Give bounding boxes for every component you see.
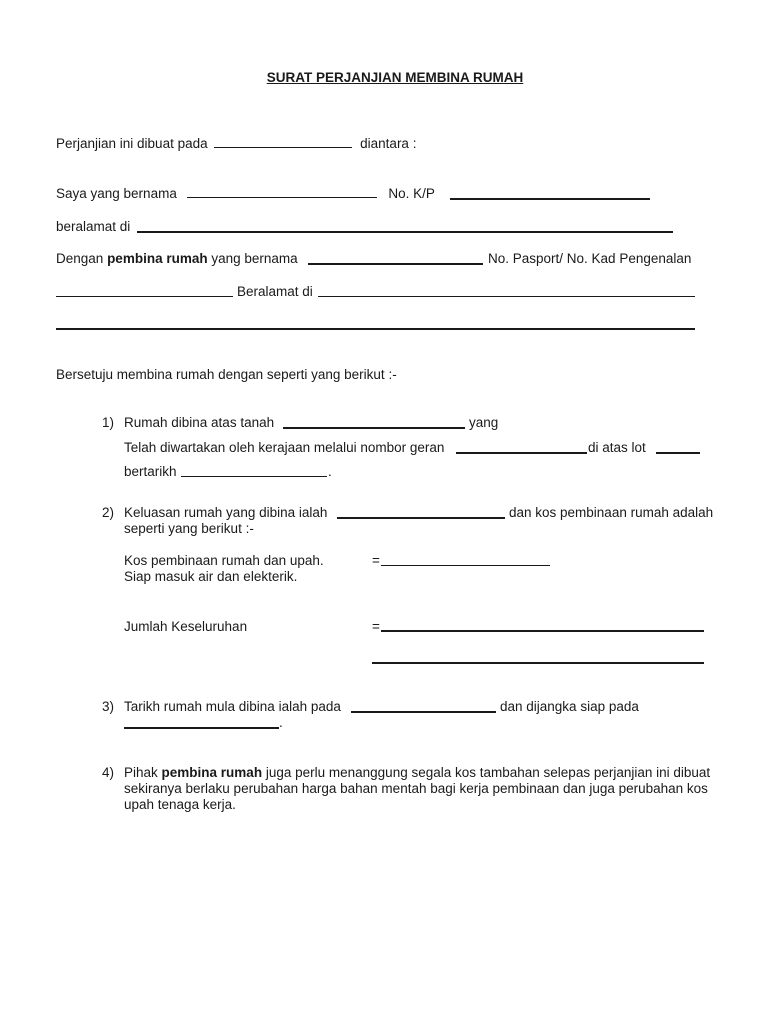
builder-id-blank[interactable] bbox=[56, 296, 233, 297]
owner-address-blank[interactable] bbox=[137, 231, 673, 233]
item2-cost-blank[interactable] bbox=[381, 565, 550, 566]
owner-name-blank[interactable] bbox=[187, 197, 377, 198]
owner-address-label: beralamat di bbox=[56, 219, 131, 234]
item1-lot-label: di atas lot bbox=[588, 440, 646, 455]
item1-lot-blank[interactable] bbox=[656, 452, 700, 454]
item1-number: 1) bbox=[102, 415, 115, 430]
item2-utility-label: Siap masuk air dan elekterik. bbox=[124, 569, 298, 584]
owner-name-line bbox=[56, 186, 435, 202]
document-title: SURAT PERJANJIAN MEMBINA RUMAH bbox=[266, 70, 524, 85]
builder-name-line bbox=[56, 251, 298, 267]
item4-text-3: upah tenaga kerja. bbox=[124, 797, 236, 812]
item2-area-label: Keluasan rumah yang dibina ialah bbox=[124, 505, 328, 520]
item3-start-label: Tarikh rumah mula dibina ialah pada bbox=[124, 699, 341, 714]
builder-id-label: No. Pasport/ No. Kad Pengenalan bbox=[488, 251, 692, 266]
item2-total-blank-2[interactable] bbox=[372, 662, 704, 664]
intro-text: Bersetuju membina rumah dengan seperti yang berikut :- bbox=[56, 367, 397, 382]
item2-cost-equals: = bbox=[372, 553, 380, 568]
item2-area-blank[interactable] bbox=[337, 517, 505, 519]
builder-address-blank[interactable] bbox=[318, 296, 695, 297]
item3-finish-label: dan dijangka siap pada bbox=[500, 699, 639, 714]
item1-land-label: Rumah dibina atas tanah bbox=[124, 415, 275, 430]
item4-number: 4) bbox=[102, 765, 115, 780]
item2-cost-label: Kos pembinaan rumah dan upah. bbox=[124, 553, 324, 568]
item1-geran-blank[interactable] bbox=[456, 452, 587, 454]
builder-name-blank[interactable] bbox=[308, 263, 483, 265]
item4-line1 bbox=[124, 765, 710, 781]
item2-cost-intro-2: seperti yang berikut :- bbox=[124, 521, 254, 536]
agreement-date-label: Perjanjian ini dibuat pada bbox=[56, 136, 208, 151]
owner-kp-label: No. K/P bbox=[388, 186, 435, 201]
item3-finish-blank[interactable] bbox=[124, 727, 279, 729]
builder-address-blank-2[interactable] bbox=[56, 328, 695, 330]
builder-address-label: Beralamat di bbox=[237, 284, 313, 299]
item3-number: 3) bbox=[102, 699, 115, 714]
item1-date-blank[interactable] bbox=[181, 476, 327, 477]
item2-total-equals: = bbox=[372, 619, 380, 634]
item3-start-blank[interactable] bbox=[351, 711, 496, 713]
item1-land-blank[interactable] bbox=[283, 427, 465, 429]
item2-total-label: Jumlah Keseluruhan bbox=[124, 619, 248, 634]
item2-total-blank[interactable] bbox=[381, 630, 704, 632]
builder-name-label: yang bernama bbox=[211, 251, 298, 266]
item1-yang-label: yang bbox=[469, 415, 499, 430]
agreement-date-blank[interactable] bbox=[214, 147, 352, 148]
item1-period: . bbox=[328, 464, 332, 479]
item3-period: . bbox=[279, 715, 283, 730]
builder-bold-label: pembina rumah bbox=[107, 251, 208, 266]
item4-text-2: sekiranya berlaku perubahan harga bahan mentah bagi kerja pembinaan dan juga perubahan kos bbox=[124, 781, 708, 796]
owner-name-label: Saya yang bernama bbox=[56, 186, 177, 201]
item4-prefix: Pihak bbox=[124, 765, 158, 780]
agreement-date-line bbox=[56, 136, 416, 152]
item2-number: 2) bbox=[102, 505, 115, 520]
owner-kp-blank[interactable] bbox=[450, 198, 650, 200]
item2-cost-intro: dan kos pembinaan rumah adalah bbox=[509, 505, 714, 520]
item1-date-label: bertarikh bbox=[124, 464, 177, 479]
dengan-label: Dengan bbox=[56, 251, 104, 266]
item4-builder-bold: pembina rumah bbox=[161, 765, 263, 780]
diantara-label: diantara : bbox=[360, 136, 417, 151]
item1-geran-label: Telah diwartakan oleh kerajaan melalui nombor geran bbox=[124, 440, 445, 455]
item4-text-1: juga perlu menanggung segala kos tambahan selepas perjanjian ini dibuat bbox=[265, 765, 711, 780]
